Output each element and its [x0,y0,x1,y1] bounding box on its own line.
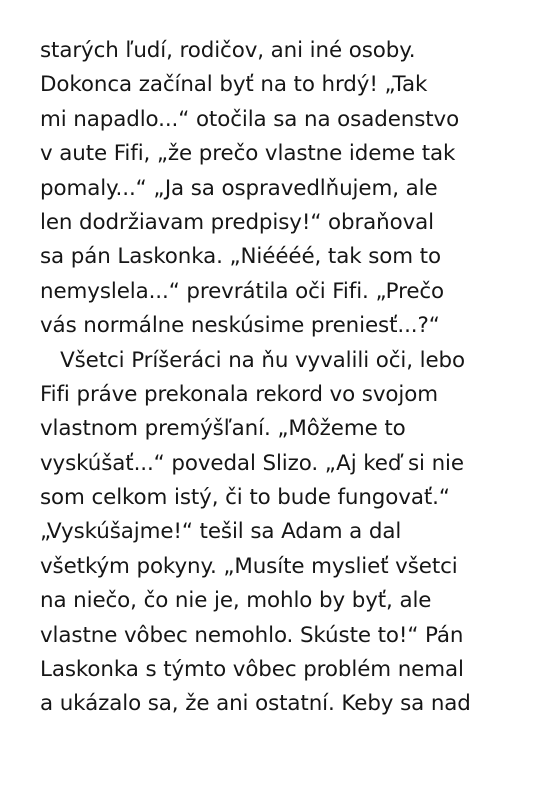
text-line: „Vyskúšajme!“ tešil sa Adam a dal [40,519,402,545]
text-line: a ukázalo sa, že ani ostatní. Keby sa nad [40,691,471,717]
text-line: všetkým pokyny. „Musíte myslieť všetci [40,553,458,579]
text-line: Laskonka s týmto vôbec problém nemal [40,657,464,683]
text-line: vlastne vôbec nemohlo. Skúste to!“ Pán [40,622,464,648]
text-line: v aute Fifi, „že prečo vlastne ideme tak [40,141,456,167]
text-line: pomaly...“ „Ja sa ospravedlňujem, ale [40,175,438,201]
text-line: vyskúšať...“ povedal Slizo. „Aj keď si nie [40,450,464,476]
text-line: Dokonca začínal byť na to hrdý! „Tak [40,72,428,98]
text-line: starých ľudí, rodičov, ani iné osoby. [40,38,416,63]
text-line: mi napadlo...“ otočila sa na osadenstvo [40,106,460,132]
text-line: sa pán Laskonka. „Niéééé, tak som to [40,244,441,270]
text-line: Fifi práve prekonala rekord vo svojom [40,381,438,407]
text-line: vás normálne neskúsime preniesť...?“ [40,313,440,339]
text-line: len dodržiavam predpisy!“ obraňoval [40,209,435,235]
page-text [40,34,540,722]
text-line: vlastnom premýšľaní. „Môžeme to [40,416,406,442]
text-line: nemyslela...“ prevrátila oči Fifi. „Prečo [40,278,445,304]
text-line: som celkom istý, či to bude fungovať.“ [40,485,450,511]
paragraph-start-line: Všetci Príšeráci na ňu vyvalili oči, lebo [40,347,465,373]
text-line: na niečo, čo nie je, mohlo by byť, ale [40,588,432,614]
